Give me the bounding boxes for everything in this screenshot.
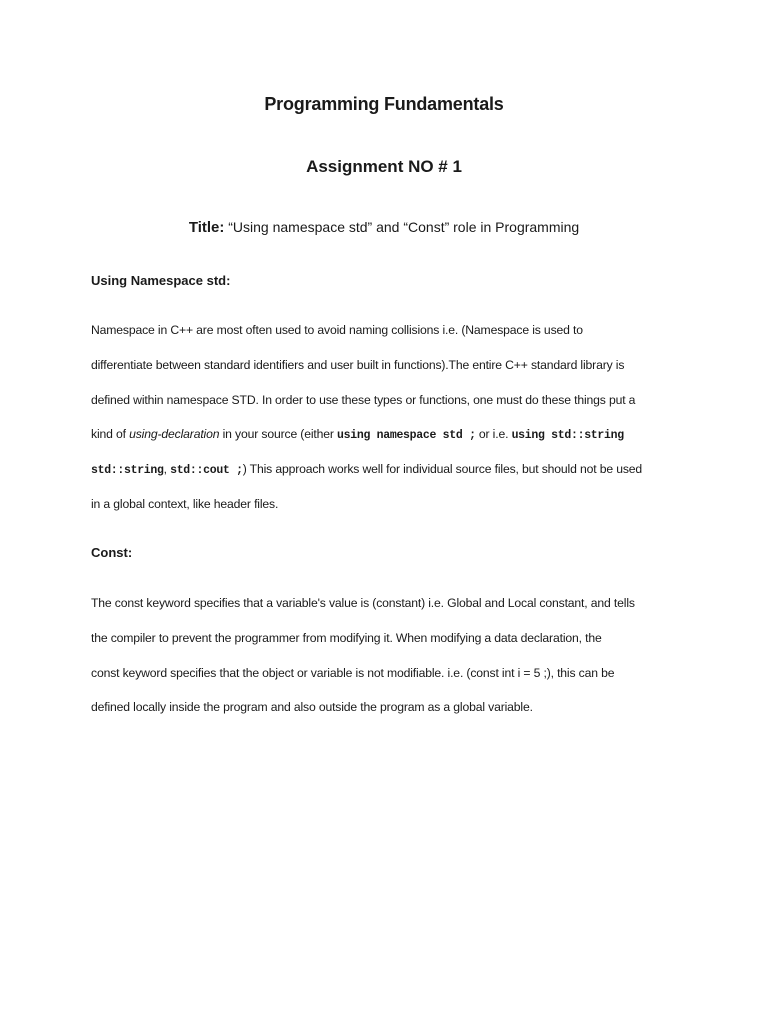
paragraph-const [91,596,691,735]
assignment-title-line [0,219,768,236]
paragraph-line: The const keyword specifies that a variable's value is (constant) i.e. Global and Local constant, and tells [91,596,635,610]
text-run: or i.e. [475,427,512,442]
title-text: “Using namespace std” and “Const” role in Programming [224,219,580,235]
italic-term: using-declaration [129,427,220,442]
paragraph-line: the compiler to prevent the programmer from modifying it. When modifying a data declaration, the [91,630,602,645]
code-snippet: std::cout ; [170,464,243,478]
title-label: Title: [188,219,225,236]
paragraph-line: const keyword specifies that the object or variable is not modifiable. i.e. (const int i = 5 ;), this can be [91,665,615,680]
code-snippet: using namespace std ; [337,429,476,443]
paragraph-line: defined within namespace STD. In order to use these types or functions, one must do these things put a [91,392,636,407]
text-run: kind of [91,427,130,442]
assignment-number: Assignment NO # 1 [306,157,462,176]
text-run: in your source (either [219,427,338,442]
code-snippet: std::string [91,464,164,478]
paragraph-namespace [91,323,691,532]
section-heading-namespace: Using Namespace std: [91,273,231,288]
paragraph-line: Namespace in C++ are most often used to avoid naming collisions i.e. (Namespace is used to [91,323,583,337]
document-title: Programming Fundamentals [264,94,504,114]
paragraph-line: defined locally inside the program and also outside the program as a global variable. [91,700,533,715]
code-snippet: using std::string [511,429,624,443]
text-run: ) This approach works well for individual source files, but should not be used [242,462,643,477]
paragraph-line: in a global context, like header files. [91,496,279,511]
paragraph-line: differentiate between standard identifiers and user built in functions).The entire C++ standard library is [91,357,625,372]
paragraph-line [91,462,691,497]
paragraph-line [91,427,691,462]
text-run: , [163,462,171,477]
section-heading-const: Const: [91,545,133,560]
